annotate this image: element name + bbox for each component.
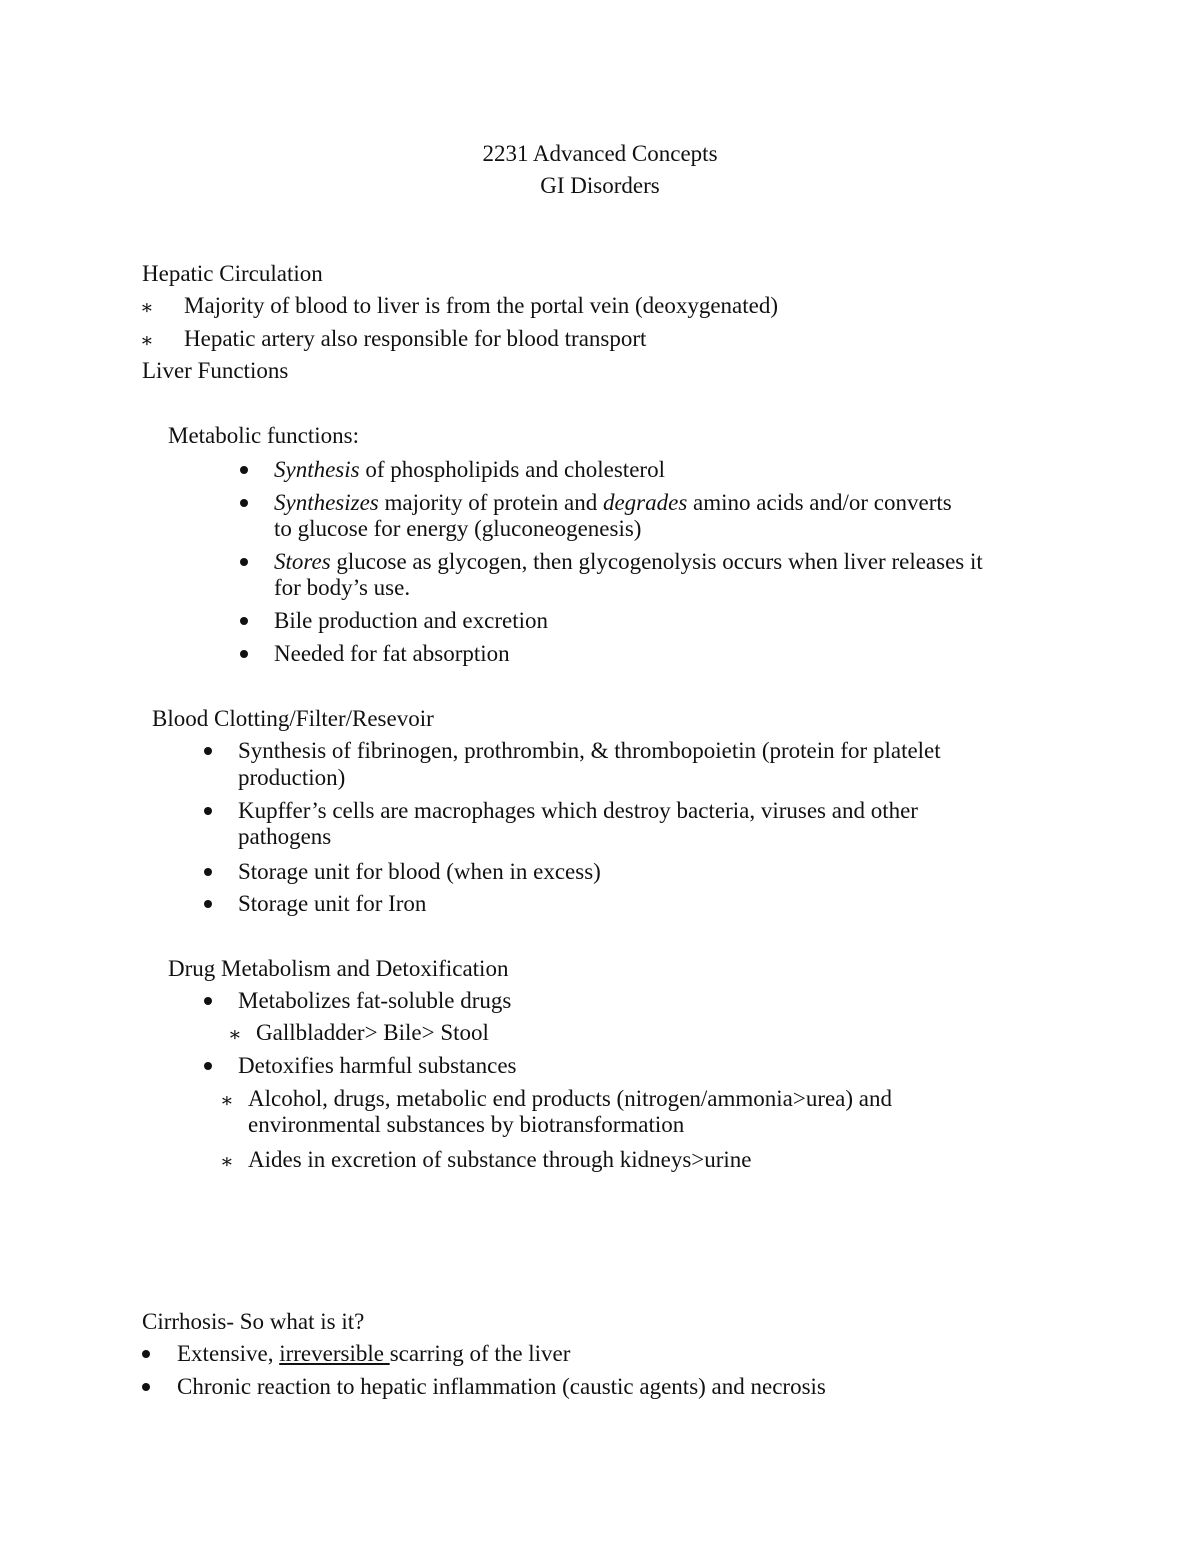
bullet-icon	[204, 747, 212, 755]
asterisk-bullet-icon: ∗	[228, 1024, 242, 1046]
bullet-icon	[204, 807, 212, 815]
list-item: Synthesizes majority of protein and degrades amino acids and/or converts	[274, 490, 952, 515]
bullet-icon	[142, 1350, 150, 1358]
list-item: Hepatic artery also responsible for blood transport	[184, 326, 647, 351]
bullet-icon	[204, 1062, 212, 1070]
list-item-continuation: production)	[238, 765, 346, 790]
bullet-icon	[240, 499, 248, 507]
list-item: Storage unit for Iron	[238, 891, 427, 916]
sub-list-item: Alcohol, drugs, metabolic end products (nitrogen/ammonia>urea) and	[248, 1086, 893, 1111]
list-item: Synthesis of fibrinogen, prothrombin, & thrombopoietin (protein for platelet	[238, 738, 941, 763]
bullet-icon	[240, 650, 248, 658]
asterisk-bullet-icon: ∗	[140, 330, 154, 352]
bullet-icon	[204, 997, 212, 1005]
list-item: Synthesis of phospholipids and cholesterol	[274, 457, 665, 482]
asterisk-bullet-icon: ∗	[220, 1151, 234, 1173]
list-item: Bile production and excretion	[274, 608, 549, 633]
bullet-icon	[240, 466, 248, 474]
subsection-heading-metabolic: Metabolic functions:	[168, 423, 359, 448]
section-heading-liver-functions: Liver Functions	[142, 358, 289, 383]
list-item-continuation: pathogens	[238, 824, 332, 849]
asterisk-bullet-icon: ∗	[140, 297, 154, 319]
list-item-continuation: for body’s use.	[274, 575, 411, 600]
sub-list-item: Gallbladder> Bile> Stool	[256, 1020, 489, 1045]
list-item: Chronic reaction to hepatic inflammation (caustic agents) and necrosis	[177, 1374, 826, 1399]
bullet-icon	[240, 617, 248, 625]
section-heading-cirrhosis: Cirrhosis- So what is it?	[142, 1309, 365, 1334]
list-item-continuation: to glucose for energy (gluconeogenesis)	[274, 516, 642, 541]
subsection-heading-drug-metabolism: Drug Metabolism and Detoxification	[168, 956, 509, 981]
list-item: Needed for fat absorption	[274, 641, 510, 666]
bullet-icon	[240, 558, 248, 566]
bullet-icon	[204, 868, 212, 876]
list-item: Majority of blood to liver is from the portal vein (deoxygenated)	[184, 293, 779, 318]
sub-list-item: Aides in excretion of substance through kidneys>urine	[248, 1147, 752, 1172]
asterisk-bullet-icon: ∗	[220, 1090, 234, 1112]
list-item: Metabolizes fat-soluble drugs	[238, 988, 512, 1013]
subsection-heading-blood-clotting: Blood Clotting/Filter/Resevoir	[152, 706, 434, 731]
list-item: Storage unit for blood (when in excess)	[238, 859, 601, 884]
section-heading-hepatic-circulation: Hepatic Circulation	[142, 261, 323, 286]
document-subtitle: GI Disorders	[540, 173, 660, 198]
sub-list-item-continuation: environmental substances by biotransformation	[248, 1112, 685, 1137]
list-item: Stores glucose as glycogen, then glycogenolysis occurs when liver releases it	[274, 549, 983, 574]
document-title: 2231 Advanced Concepts	[482, 141, 718, 166]
list-item: Kupffer’s cells are macrophages which destroy bacteria, viruses and other	[238, 798, 918, 823]
list-item: Detoxifies harmful substances	[238, 1053, 517, 1078]
list-item: Extensive, irreversible scarring of the liver	[177, 1341, 571, 1366]
bullet-icon	[204, 900, 212, 908]
bullet-icon	[142, 1383, 150, 1391]
